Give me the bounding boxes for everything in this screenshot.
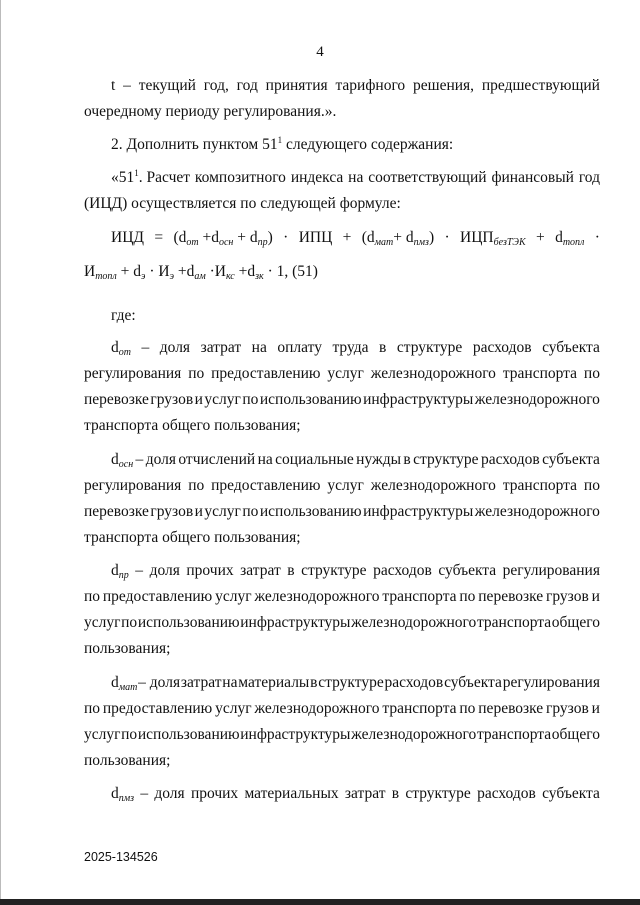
word: услуг (215, 700, 252, 717)
word: услуг (327, 365, 364, 382)
word: год (578, 169, 600, 186)
word: грузов (150, 391, 194, 408)
word: общего (551, 614, 600, 631)
word: инфраструктуры (240, 614, 351, 631)
word: перевозке (84, 391, 149, 408)
def-osn-line2 (84, 476, 600, 496)
word: доля (149, 562, 180, 579)
formula-line1 (111, 228, 600, 248)
def-pr-line1 (111, 561, 600, 581)
def-ot-line2 (84, 364, 600, 384)
term-symbol: $d_{от}$ (111, 339, 131, 358)
def-osn-line1 (111, 450, 600, 470)
term-symbol: $d_{мат}$ (111, 674, 138, 693)
word: транспорта (476, 614, 552, 631)
word: железнодорожного (254, 700, 380, 717)
def-ot-line4: транспорта общего пользования; (84, 417, 301, 434)
word: расходов (472, 339, 532, 356)
word: транспорта (382, 588, 457, 605)
word: и (194, 391, 203, 408)
word: решения, (413, 77, 475, 94)
word: затрат (200, 339, 242, 356)
word: – (123, 77, 131, 94)
word: железнодорожного (351, 726, 477, 743)
page-bottom-border (0, 899, 640, 905)
p2-line (111, 135, 600, 155)
word: в (403, 451, 411, 468)
word: транспорта (502, 365, 578, 382)
word: инфраструктуры (363, 391, 474, 408)
word: транспорта (382, 700, 457, 717)
word: услуг (327, 477, 364, 494)
p3-line1 (111, 168, 600, 188)
word: железнодорожного (474, 391, 600, 408)
word: субъекта (542, 451, 600, 468)
word: транспорта (502, 477, 578, 494)
word: инфраструктуры (240, 726, 351, 743)
word: по (188, 365, 205, 382)
word: структуре (301, 562, 367, 579)
word: по (583, 477, 600, 494)
word: год, (203, 77, 229, 94)
word: в (379, 339, 387, 356)
word: грузов (546, 700, 589, 717)
word: оплату (277, 339, 322, 356)
word: в (310, 674, 318, 691)
formula-eq: = (154, 229, 164, 246)
word: в (391, 785, 400, 802)
def-osn-line3 (84, 502, 600, 522)
formula-dtopl: $d_{топл}$ (555, 229, 585, 248)
word: по (188, 477, 205, 494)
formula-term2: $(d_{мат}+ d_{пмз})$ (361, 229, 435, 248)
word: и (194, 503, 203, 520)
word: затрат (240, 562, 281, 579)
def-mat-line3 (84, 725, 600, 745)
word: доля (159, 339, 191, 356)
word: по (84, 700, 101, 717)
word: структуре (318, 674, 384, 691)
word: услуг (204, 503, 241, 520)
word: железнодорожного (351, 614, 477, 631)
word: текущий (138, 77, 196, 94)
word: субъекта (444, 674, 502, 691)
word: использованию (259, 391, 362, 408)
formula-term1: $(d_{от} +d_{осн} + d_{пр})$ (173, 229, 273, 248)
word: социальные (275, 451, 354, 468)
def-pmz-line1 (111, 784, 600, 804)
word: грузов (150, 503, 194, 520)
word: в (287, 562, 295, 579)
formula-dot1: · (283, 229, 289, 246)
word: использованию (137, 614, 240, 631)
word: затрат (180, 674, 222, 691)
word: по (121, 614, 138, 631)
word: перевозке (478, 700, 544, 717)
word: железнодорожного (370, 365, 496, 382)
word: услуг (215, 588, 252, 605)
word: субъекта (542, 339, 600, 356)
word: общего (551, 726, 600, 743)
word: на (251, 339, 267, 356)
def-ot-line1 (111, 338, 600, 358)
def-mat-line2 (84, 699, 600, 719)
p2-sup: 1 (277, 135, 283, 145)
word: перевозке (478, 588, 544, 605)
word: прочих (186, 562, 234, 579)
word: – (141, 339, 150, 356)
word: отчислений (178, 451, 256, 468)
word: по (242, 391, 259, 408)
word: на (348, 169, 364, 186)
p2-rest: следующего содержания: (282, 136, 454, 153)
term-symbol: $d_{пмз}$ (111, 785, 135, 804)
def-osn-line4: транспорта общего пользования; (84, 529, 301, 546)
word: – (135, 451, 144, 468)
def-pr-line3 (84, 613, 600, 633)
word: железнодорожного (370, 477, 496, 494)
word: транспорта (476, 726, 552, 743)
word: структуре (396, 339, 463, 356)
word: и (591, 588, 600, 605)
word: по (459, 700, 476, 717)
word: предоставлению (211, 365, 321, 382)
p3-start: «$51^1$. Расчет (111, 168, 191, 186)
def-ot-line3 (84, 390, 600, 410)
word: предоставлению (211, 477, 321, 494)
term-symbol: $d_{пр}$ (111, 562, 129, 581)
word: по (84, 588, 101, 605)
word: предоставлению (102, 588, 213, 605)
word: – доля (138, 674, 181, 691)
word: расходов (477, 785, 536, 802)
word: услуг (204, 391, 241, 408)
def-pr-line2 (84, 587, 600, 607)
word: тарифного (335, 77, 406, 94)
def-mat-line1 (111, 673, 600, 693)
word: грузов (546, 588, 589, 605)
word: доля (154, 785, 185, 802)
word: по (121, 726, 138, 743)
word: по (583, 365, 600, 382)
def-pr-line4: пользования; (84, 640, 171, 657)
word: субъекта (542, 785, 600, 802)
word: услуг (84, 726, 121, 743)
word: предоставлению (102, 700, 213, 717)
word: материальных (244, 785, 339, 802)
word: использованию (137, 726, 240, 743)
word: и (591, 700, 600, 717)
word: t (111, 77, 116, 94)
word: финансовый (491, 169, 574, 186)
formula-plus1: + (342, 229, 352, 246)
word: на (222, 674, 238, 691)
word: затрат (344, 785, 386, 802)
word: – (135, 562, 144, 579)
term-symbol: $d_{осн}$ (111, 451, 134, 470)
formula-lhs: ИЦД (111, 229, 144, 246)
word: материалы (238, 674, 310, 691)
word: нужды (356, 451, 402, 468)
word: год (236, 77, 258, 94)
word: соответствующий (368, 169, 487, 186)
word: структуре (413, 451, 479, 468)
formula-dot3: · (594, 229, 600, 246)
p1-line2: очередному периоду регулирования.». (84, 103, 337, 120)
word: доля (145, 451, 176, 468)
p3-line2: (ИЦД) осуществляется по следующей формуле: (84, 195, 401, 212)
formula-plus2: + (535, 229, 545, 246)
formula-line2: $И_{топл} + d_э \cdot И_э +d_{ам} \cdot И_{кс} +d_{зк} \cdot 1$, (51) (84, 263, 318, 282)
word: предшествующий (481, 77, 600, 94)
word: на (257, 451, 273, 468)
formula-icp: $ИЦП_{безТЭК}$ (460, 229, 526, 248)
word: перевозке (84, 503, 149, 520)
word: железнодорожного (254, 588, 380, 605)
where-label: где: (111, 307, 136, 324)
document-code: 2025-134526 (84, 850, 158, 864)
word: труда (332, 339, 369, 356)
word: композитного (194, 169, 286, 186)
formula-dot2: · (444, 229, 450, 246)
word: регулирования (502, 674, 600, 691)
word: расходов (480, 451, 540, 468)
word: прочих (190, 785, 239, 802)
page-number: 4 (316, 44, 324, 60)
word: расходов (373, 562, 432, 579)
word: использованию (259, 503, 362, 520)
word: регулирования (502, 562, 600, 579)
p2-text: 2. Дополнить пунктом 51 (111, 136, 278, 153)
word: инфраструктуры (363, 503, 474, 520)
word: регулирования (84, 365, 182, 382)
p1-line1 (111, 76, 600, 96)
def-mat-line4: пользования; (84, 752, 171, 769)
word: по (459, 588, 476, 605)
word: по (242, 503, 259, 520)
word: структуре (405, 785, 471, 802)
formula-ipc: ИПЦ (298, 229, 333, 246)
word: – (140, 785, 149, 802)
word: принятия (265, 77, 328, 94)
word: железнодорожного (474, 503, 600, 520)
word: услуг (84, 614, 121, 631)
word: индекса (290, 169, 344, 186)
word: расходов (384, 674, 444, 691)
page-edge (0, 0, 1, 905)
word: субъекта (438, 562, 497, 579)
word: регулирования (84, 477, 182, 494)
